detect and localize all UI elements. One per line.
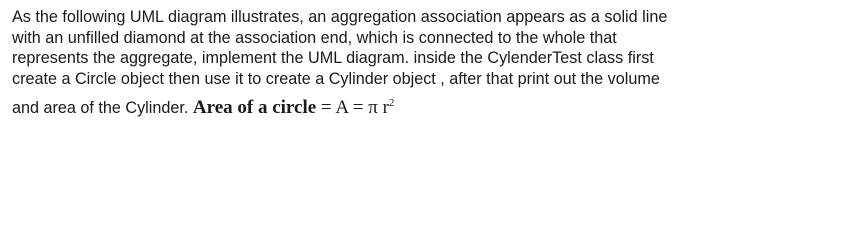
paragraph-line-5-text: and area of the Cylinder. (12, 99, 193, 118)
paragraph-line-1: As the following UML diagram illustrates, an aggregation association appears as a solid line (12, 8, 668, 26)
problem-statement (12, 7, 837, 121)
paragraph-line-3: represents the aggregate, implement the UML diagram. inside the CylenderTest class first (12, 49, 654, 68)
paragraph-line-5 (12, 90, 837, 121)
formula-expression: A = π r (335, 97, 389, 119)
paragraph-line-2: with an unfilled diamond at the association end, which is connected to the whole that (12, 28, 617, 47)
formula-label: Area of a circle (192, 97, 317, 119)
paragraph-line-4: create a Circle object then use it to create a Cylinder object , after that print out the volume (12, 69, 660, 88)
formula-equals: = (316, 97, 336, 119)
formula-exponent: 2 (388, 97, 395, 110)
